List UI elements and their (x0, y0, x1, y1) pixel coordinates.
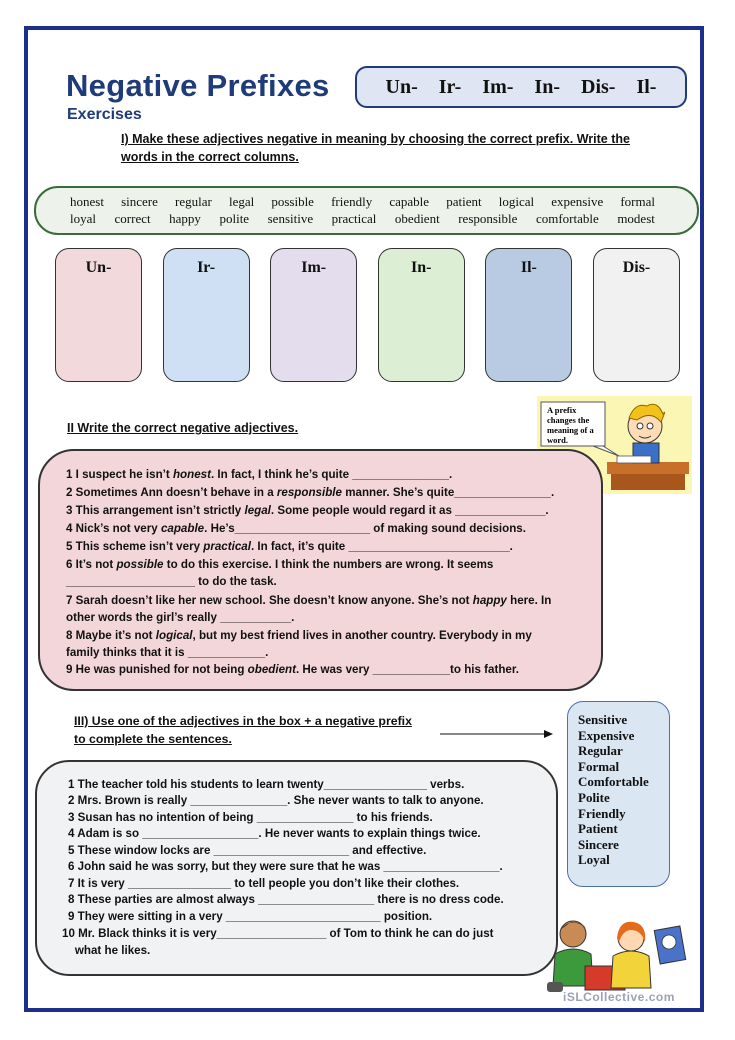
exercise2-sentence-2: 2 Sometimes Ann doesn’t behave in a responsible manner. She’s quite_______________. (66, 486, 555, 499)
section1-instruction (121, 130, 681, 166)
word-row (36, 211, 697, 227)
adjective-word: obedient (394, 211, 440, 226)
exercise2-sentence-6: 6 It’s not possible to do this exercise. I think the numbers are wrong. It seems ____________________ to do the task. (66, 558, 494, 588)
adjective-word: sensitive (267, 211, 314, 226)
instruction-line: I) Make these adjectives negative in meaning by choosing the correct prefix. Write the (121, 132, 630, 146)
instruction-line: words in the correct columns. (121, 150, 299, 164)
children-reading-illustration (541, 908, 691, 996)
adjective-word: loyal (70, 211, 96, 226)
exercise2-sentence-8: 8 Maybe it’s not logical, but my best friend lives in another country. Everybody in my family thinks that it is ____________. (66, 629, 532, 659)
instruction-line: III) Use one of the adjectives in the box + a negative prefix (74, 714, 412, 728)
adjective-word: happy (169, 211, 201, 226)
svg-text:meaning of a: meaning of a (547, 425, 594, 435)
banner-prefix: Dis- (581, 75, 616, 98)
worksheet-title: Negative Prefixes (66, 68, 330, 103)
adjective-word: correct (114, 211, 151, 226)
exercise2-sentence-5: 5 This scheme isn’t very practical. In fact, it’s quite _________________________. (66, 540, 513, 553)
adjective-word: patient (446, 194, 482, 209)
adjective-box (567, 701, 670, 887)
adjective-option: Patient (578, 821, 618, 837)
section3-instruction (74, 712, 412, 748)
exercise3-sentence-8: 8 These parties are almost always __________________ there is no dress code. (68, 893, 504, 906)
adjective-option: Regular (578, 743, 623, 759)
adjective-option: Comfortable (578, 774, 649, 790)
arrow-icon (440, 728, 555, 740)
prefix-column[interactable]: Il- (485, 248, 572, 382)
svg-text:changes the: changes the (547, 415, 590, 425)
adjective-word: legal (228, 194, 255, 209)
adjective-option: Sensitive (578, 712, 628, 727)
exercise2-sentence-7: 7 Sarah doesn’t like her new school. She doesn’t know anyone. She’s not happy here. In other words the girl’s really ___________. (66, 594, 552, 624)
exercise3-sentence-5: 5 These window locks are _____________________ and effective. (68, 844, 427, 857)
exercise3-sentence-9: 9 They were sitting in a very ________________________ position. (68, 910, 433, 923)
adjective-word: comfortable (535, 211, 599, 226)
adjective-word: capable (389, 194, 430, 209)
adjective-word: possible (271, 194, 314, 209)
banner-prefix: Il- (636, 75, 657, 98)
instruction-line: to complete the sentences. (74, 732, 232, 746)
adjective-option: Expensive (578, 727, 635, 743)
prefix-columns (55, 248, 680, 382)
exercise3-sentence-7: 7 It is very ________________ to tell people you don’t like their clothes. (68, 877, 460, 890)
prefix-column[interactable]: Un- (55, 248, 142, 382)
word-box (34, 186, 699, 235)
banner-prefix: Im- (482, 75, 514, 98)
prefix-banner (355, 66, 687, 108)
banner-prefix: In- (534, 75, 560, 98)
adjective-word: logical (498, 194, 535, 209)
adjective-word: modest (617, 211, 655, 226)
exercise2-sentence-1: 1 I suspect he isn’t honest. In fact, I think he’s quite _______________. (66, 468, 453, 481)
adjective-option: Friendly (578, 805, 626, 821)
worksheet-subtitle: Exercises (67, 106, 142, 123)
adjective-option: Formal (578, 758, 620, 774)
adjective-word: regular (175, 194, 212, 209)
exercise2-sentence-9: 9 He was punished for not being obedient. He was very ____________to his father. (66, 663, 519, 676)
watermark: iSLCollective.com (563, 990, 675, 1004)
exercise3-sentence-6: 6 John said he was sorry, but they were sure that he was __________________. (68, 860, 503, 873)
adjective-word: friendly (331, 194, 373, 209)
prefix-column[interactable]: In- (378, 248, 465, 382)
svg-text:word.: word. (547, 435, 569, 445)
adjective-option: Loyal (578, 852, 610, 868)
banner-prefix: Ir- (438, 75, 462, 98)
exercise3-sentence-10: 10 Mr. Black thinks it is very_________________ of Tom to think he can do just what he likes. (62, 927, 494, 957)
prefix-column[interactable]: Im- (270, 248, 357, 382)
adjective-word: expensive (551, 194, 604, 209)
exercise2-sentence-4: 4 Nick’s not very capable. He’s_____________________ of making sound decisions. (66, 522, 526, 535)
adjective-word: honest (70, 194, 104, 209)
adjective-word: formal (620, 194, 655, 209)
exercise3-sentence-4: 4 Adam is so __________________. He never wants to explain things twice. (68, 827, 481, 840)
prefix-column[interactable]: Ir- (163, 248, 250, 382)
adjective-word: responsible (458, 211, 518, 226)
banner-prefix: Un- (385, 75, 418, 98)
adjective-option: Polite (578, 789, 610, 805)
prefix-column[interactable]: Dis- (593, 248, 680, 382)
adjective-word: polite (219, 211, 250, 226)
adjective-option: Sincere (578, 836, 619, 852)
word-row (36, 194, 697, 210)
exercise3-sentence-3: 3 Susan has no intention of being _______________ to his friends. (68, 811, 433, 824)
adjective-word: sincere (121, 194, 158, 209)
exercise3-sentence-1: 1 The teacher told his students to learn twenty________________ verbs. (68, 778, 465, 791)
exercise2-sentence-3: 3 This arrangement isn’t strictly legal. Some people would regard it as ______________. (66, 504, 549, 517)
exercise3-sentence-2: 2 Mrs. Brown is really _______________. She never wants to talk to anyone. (68, 794, 484, 807)
svg-text:A prefix: A prefix (547, 405, 577, 415)
adjective-word: practical (331, 211, 377, 226)
section2-instruction: II Write the correct negative adjectives. (67, 421, 299, 435)
